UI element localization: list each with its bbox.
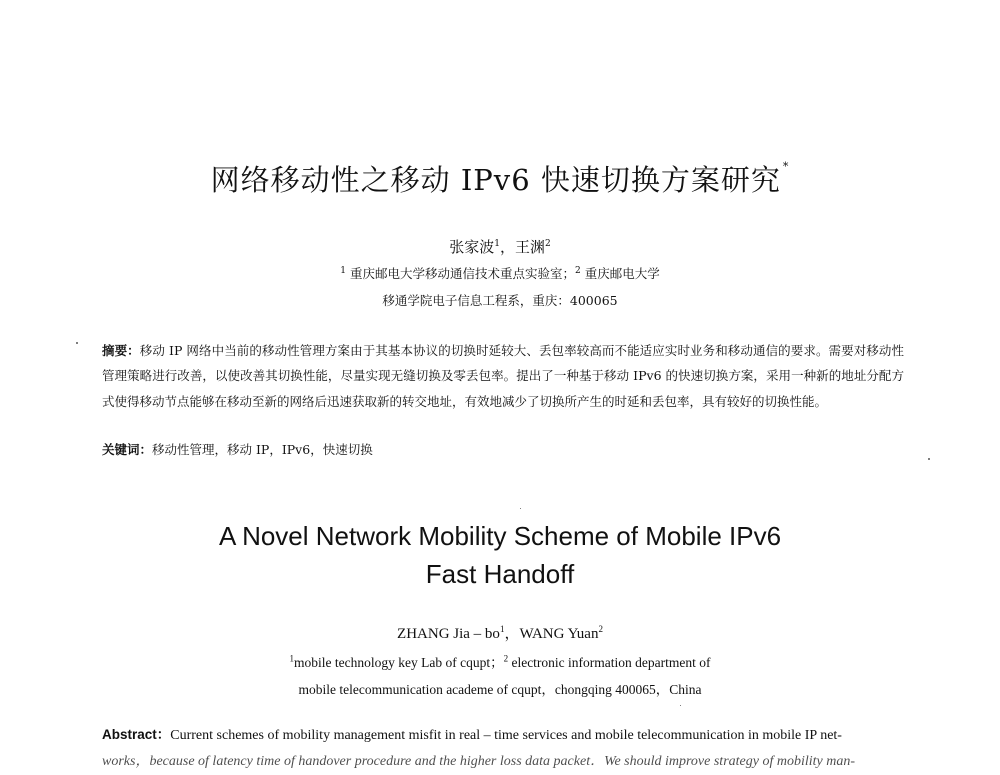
author-1-en-sup: 1 <box>499 624 505 634</box>
chinese-keywords-text: 移动性管理，移动 IP，IPv6，快速切换 <box>152 442 373 457</box>
chinese-abstract <box>102 338 904 414</box>
author-separator-en: ， <box>504 626 520 642</box>
aff-1-cn-sup: 1 <box>340 265 347 276</box>
scan-speck <box>76 342 78 344</box>
english-title <box>0 517 1000 593</box>
english-title-line-2: Fast Handoff <box>425 559 575 589</box>
author-2-cn-sup: 2 <box>545 239 551 249</box>
chinese-affiliation-line-1 <box>0 264 1000 282</box>
chinese-affiliation-line-2: 移通学院电子信息工程系，重庆：400065 <box>382 293 618 308</box>
aff-1-en-text: mobile technology key Lab of cqupt； <box>294 655 504 670</box>
chinese-authors <box>0 236 1000 257</box>
english-affiliation-line-1 <box>0 651 1000 671</box>
author-1-en: ZHANG Jia – bo <box>397 626 500 642</box>
scan-speck <box>928 458 930 460</box>
english-abstract-text-1: Current schemes of mobility management misfit in real – time services and mobile telecommunication in mobile IP net- <box>170 728 842 743</box>
english-abstract-line-2: works，because of latency time of handover procedure and the higher loss data packet．We should improve strategy of mobility man- <box>102 754 856 769</box>
aff-2-en-text: electronic information department of <box>508 655 711 670</box>
aff-1-en-sup: 1 <box>289 653 294 664</box>
english-abstract <box>102 722 904 775</box>
author-1-cn: 张家波 <box>449 238 495 256</box>
aff-2-cn-text: 重庆邮电大学 <box>580 266 660 281</box>
aff-2-en-sup: 2 <box>503 653 509 664</box>
aff-1-cn-text: 重庆邮电大学移动通信技术重点实验室； <box>346 266 575 281</box>
english-abstract-label: Abstract： <box>102 727 171 742</box>
chinese-abstract-text: 移动 IP 网络中当前的移动性管理方案由于其基本协议的切换时延较大、丢包率较高而不能适应实时业务和移动通信的要求。需要对移动性管理策略进行改善，以使改善其切换性能，尽量实现无缝切换及零丢包率。提出了一种基于移动 IPv6 的快速切换方案，采用一种新的地址分配方式使得移动节点能够在移动至新的网络后迅速获取新的转交地址，有效地减少了切换所产生的时延和丢包率，具有较好的切换性能。 <box>102 343 904 409</box>
author-separator-cn: ， <box>499 238 515 256</box>
chinese-keywords-label: 关键词： <box>102 442 153 457</box>
scan-speck <box>680 705 681 706</box>
english-abstract-line-1 <box>102 722 904 749</box>
author-1-cn-sup: 1 <box>494 239 500 249</box>
chinese-abstract-label: 摘要： <box>102 343 140 358</box>
chinese-title <box>0 158 1000 199</box>
title-footnote-mark: * <box>782 160 790 173</box>
chinese-title-text: 网络移动性之移动 IPv6 快速切换方案研究 <box>210 163 781 197</box>
author-2-en: WANG Yuan <box>519 626 599 642</box>
english-affiliation-line-2: mobile telecommunication academe of cqupt，chongqing 400065，China <box>298 682 702 697</box>
aff-2-cn-sup: 2 <box>575 265 581 276</box>
author-2-cn: 王渊 <box>515 238 546 256</box>
scan-speck <box>520 508 521 509</box>
english-authors <box>0 622 1000 643</box>
author-2-en-sup: 2 <box>598 624 603 634</box>
english-title-line-1: A Novel Network Mobility Scheme of Mobile IPv6 <box>218 521 782 551</box>
chinese-keywords <box>102 440 904 458</box>
